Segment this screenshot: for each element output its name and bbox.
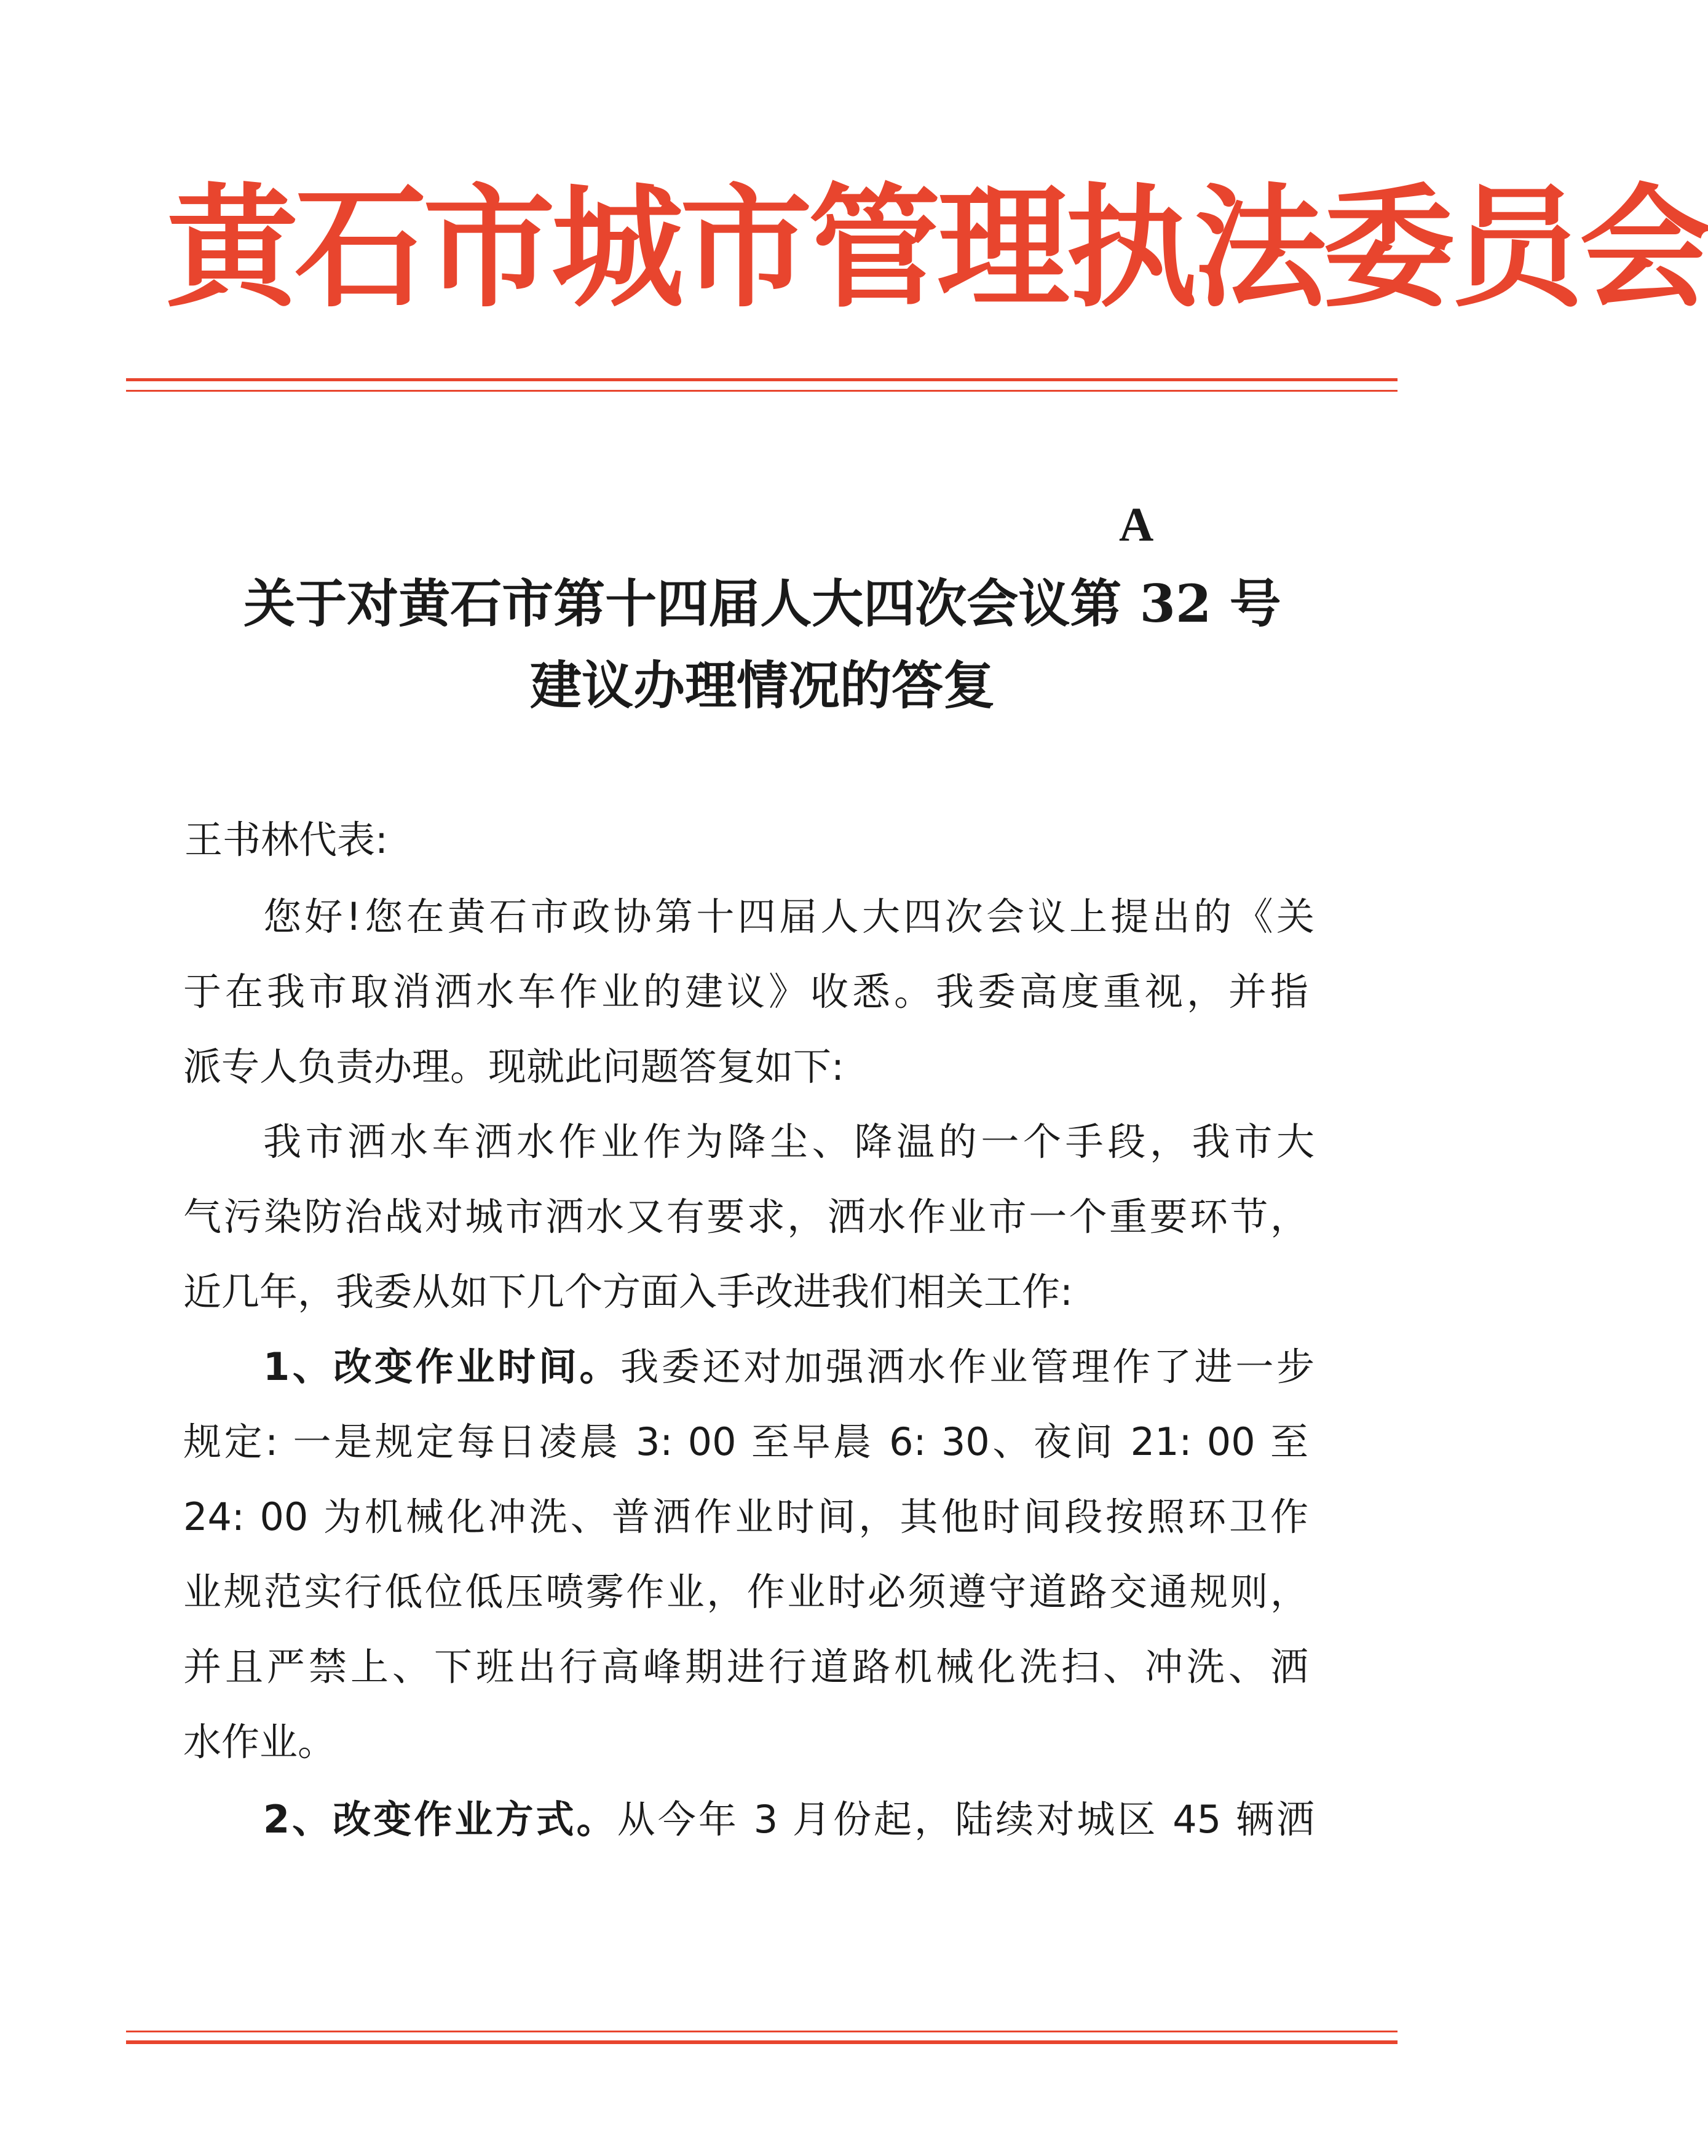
body-line: 我市洒水车洒水作业作为降尘、降温的一个手段，我市大: [263, 1119, 1315, 1164]
grade-mark: A: [1119, 497, 1154, 551]
salutation: 王书林代表:: [184, 817, 388, 862]
footer-rule-thin: [126, 2031, 1398, 2032]
body-line: 并且严禁上、下班出行高峰期进行道路机械化洗扫、冲洗、洒: [183, 1644, 1308, 1689]
body-line: 24: 00 为机械化冲洗、普洒作业时间，其他时间段按照环卫作: [183, 1494, 1308, 1539]
org-masthead: 黄石市城市管理执法委员会: [166, 170, 1708, 325]
doc-title-line-1: 关于对黄石市第十四届人大四次会议第 32 号: [243, 573, 1281, 634]
body-line: 于在我市取消洒水车作业的建议》收悉。我委高度重视，并指: [183, 969, 1308, 1014]
item-2-text: 从今年 3 月份起，陆续对城区 45 辆洒: [617, 1797, 1315, 1842]
masthead-rule-thick: [126, 378, 1398, 381]
item-2-lead: 2、改变作业方式。: [263, 1797, 617, 1842]
item-1-line: [263, 1344, 1315, 1389]
item-1-lead: 1、改变作业时间。: [263, 1344, 621, 1389]
body-line: 近几年，我委从如下几个方面入手改进我们相关工作:: [183, 1269, 1073, 1314]
masthead-rule-thin: [126, 390, 1398, 392]
body-line: 您好!您在黄石市政协第十四届人大四次会议上提出的《关: [263, 894, 1315, 939]
doc-title-line-2: 建议办理情况的答复: [529, 655, 995, 716]
footer-rule-thick: [126, 2040, 1398, 2044]
item-2-line: [263, 1797, 1315, 1842]
body-line: 规定: 一是规定每日凌晨 3: 00 至早晨 6: 30、夜间 21: 00 至: [183, 1419, 1308, 1464]
body-line: 气污染防治战对城市洒水又有要求，洒水作业市一个重要环节，: [183, 1194, 1308, 1239]
item-1-text: 我委还对加强洒水作业管理作了进一步: [620, 1344, 1315, 1389]
body-line: 业规范实行低位低压喷雾作业，作业时必须遵守道路交通规则，: [183, 1569, 1308, 1614]
body-line: 派专人负责办理。现就此问题答复如下:: [183, 1044, 844, 1089]
body-line: 水作业。: [183, 1719, 336, 1764]
